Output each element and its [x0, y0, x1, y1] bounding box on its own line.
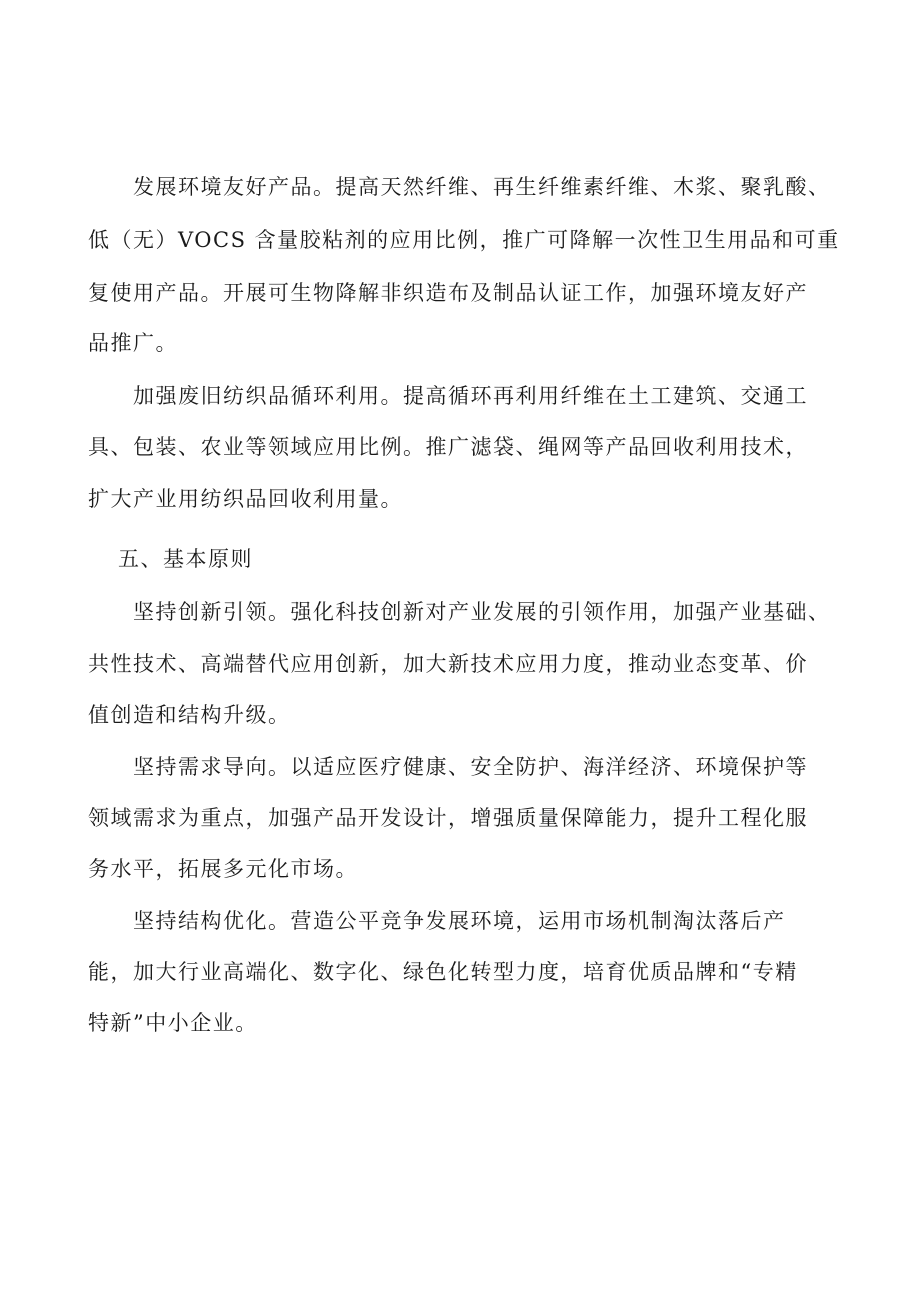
- paragraph-5-line-2: 能，加大行业高端化、数字化、绿色化转型力度，培育优质品牌和“专精: [88, 960, 798, 984]
- paragraph-2-line-1: 加强废旧纺织品循环利用。提高循环再利用纤维在土工建筑、交通工: [133, 384, 808, 408]
- paragraph-1-line-4: 品推广。: [88, 331, 178, 355]
- paragraph-1-line-2: 低（无）VOCS 含量胶粘剂的应用比例，推广可降解一次性卫生用品和可重: [88, 228, 840, 252]
- section-heading: 五、基本原则: [118, 547, 253, 571]
- paragraph-4-line-3: 务水平，拓展多元化市场。: [88, 857, 358, 881]
- paragraph-1-line-3: 复使用产品。开展可生物降解非织造布及制品认证工作，加强环境友好产: [88, 281, 808, 305]
- paragraph-5-line-1: 坚持结构优化。营造公平竞争发展环境，运用市场机制淘汰落后产: [133, 909, 786, 933]
- paragraph-2-line-2: 具、包装、农业等领域应用比例。推广滤袋、绳网等产品回收利用技术，: [88, 435, 808, 459]
- paragraph-3-line-1: 坚持创新引领。强化科技创新对产业发展的引领作用，加强产业基础、: [133, 600, 831, 624]
- paragraph-3-line-3: 值创造和结构升级。: [88, 703, 291, 727]
- paragraph-2-line-3: 扩大产业用纺织品回收利用量。: [88, 487, 403, 511]
- paragraph-4-line-2: 领域需求为重点，加强产品开发设计，增强质量保障能力，提升工程化服: [88, 806, 808, 830]
- paragraph-5-line-3: 特新”中小企业。: [88, 1011, 258, 1035]
- paragraph-1-line-1: 发展环境友好产品。提高天然纤维、再生纤维素纤维、木浆、聚乳酸、: [133, 175, 831, 199]
- paragraph-3-line-2: 共性技术、高端替代应用创新，加大新技术应用力度，推动业态变革、价: [88, 652, 808, 676]
- paragraph-4-line-1: 坚持需求导向。以适应医疗健康、安全防护、海洋经济、环境保护等: [133, 755, 808, 779]
